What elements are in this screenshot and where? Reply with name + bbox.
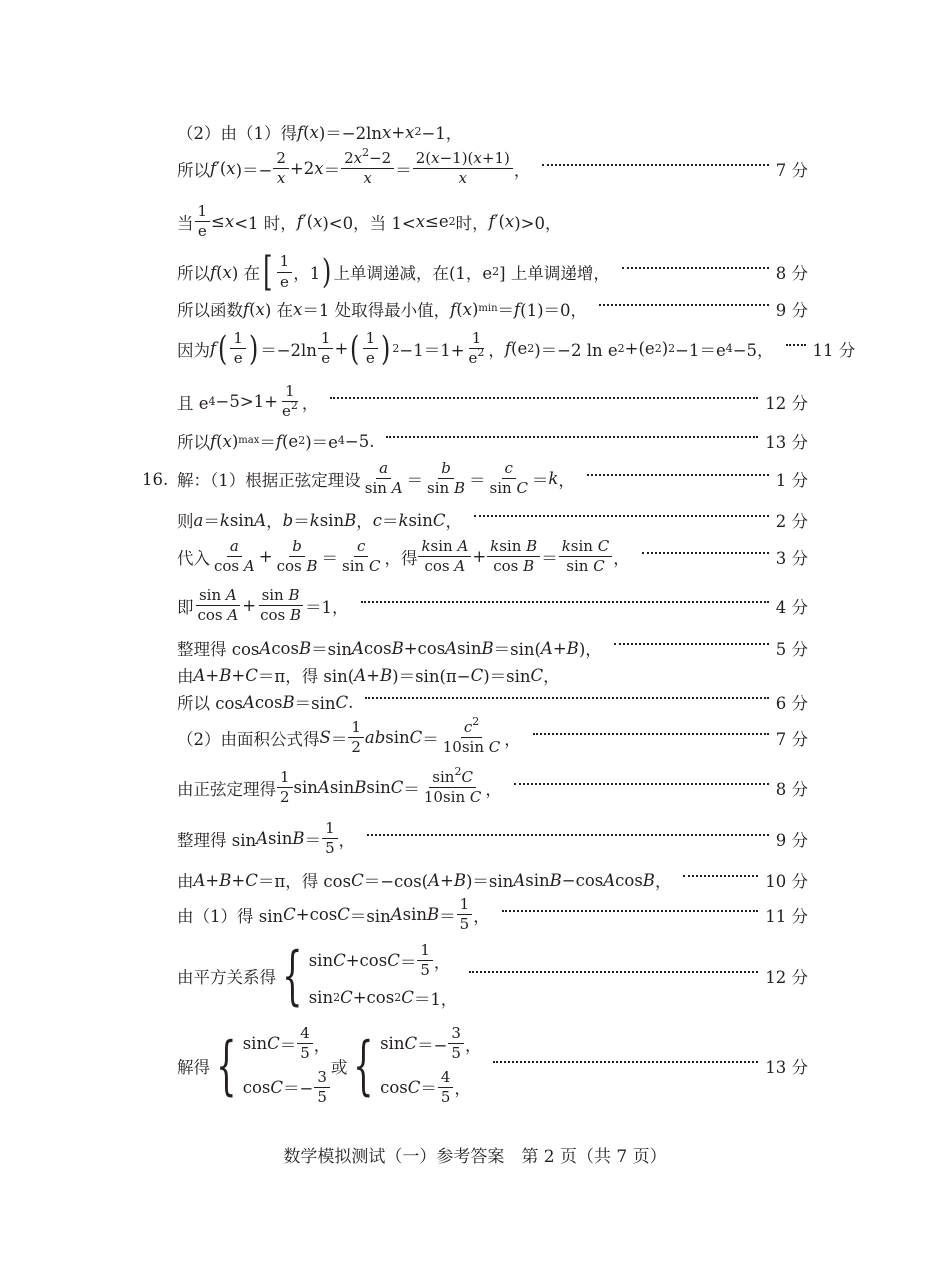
score-label: 4 分 <box>775 597 808 617</box>
line-19 <box>177 868 808 892</box>
score-label: 7 分 <box>775 160 808 180</box>
formula-sides: 则 a ＝ k sin A ， b ＝ k sin B ， c ＝ k sin C ， <box>177 510 462 531</box>
formula-cos-c: 由 A + B + C ＝π，得 cos C ＝−cos( A + B )＝sin A sin B −cos A cos B ， <box>177 870 672 891</box>
formula-fx: （2）由（1）得 f ( x )＝−2ln x + x 2 −1， <box>177 122 463 143</box>
score-label: 12 分 <box>765 967 808 987</box>
score-label: 6 分 <box>775 694 808 713</box>
formula-product: 整理得 sin A sin B ＝ $\frac{1}{5}$ ， <box>177 819 356 858</box>
question-number: 16. <box>142 470 169 489</box>
formula-arrange: 整理得 cos A cos B ＝sin A cos B +cos A sin B ＝sin( A + B )， <box>177 638 602 659</box>
line-9 <box>177 460 808 498</box>
page-footer: 数学模拟测试（一）参考答案 第 2 页（共 7 页） <box>283 1147 667 1167</box>
dot-leader <box>386 436 758 438</box>
dot-leader <box>587 474 769 476</box>
dot-leader <box>599 304 769 306</box>
formula-derivative: 所以 f ′( x )＝− $\frac{2}{x}$ +2 x ＝ $\frac{2x^2-2}{x}$ ＝ $\frac{2(x-1)(x+1)}{x}$ ， <box>177 146 531 188</box>
dot-leader <box>786 344 806 346</box>
formula-compare: 且 e 4 −5>1+ $\frac{1}{e^2}$ ， <box>177 382 319 421</box>
dot-leader <box>683 875 758 877</box>
dot-leader <box>533 733 769 735</box>
formula-sine-rule: 解：（1）根据正弦定理设 $\frac{a}{\text{sin A}}$ ＝ $\frac{b}{\text{sin B}}$ ＝ $\frac{c}{\text{sin C}}$ ＝ k ， <box>177 459 575 498</box>
score-label: 5 分 <box>775 640 808 659</box>
formula-endpoint-values: 因为 f ( $\frac{1}{e}$ ) ＝−2ln $\frac{1}{e}$ + ( $\frac{1}{e}$ ) 2 −1＝1+ $\frac{1}{e^2}$ ， f (e 2 )＝−2 ln e 2 +(e 2 ) 2 −1＝e 4 −5， <box>177 328 774 369</box>
line-13 <box>177 636 808 660</box>
line-11 <box>177 538 808 576</box>
score-label: 11 分 <box>812 340 856 360</box>
dot-leader <box>474 515 769 517</box>
line-16 <box>177 715 808 757</box>
dot-leader <box>502 910 759 912</box>
score-label: 2 分 <box>775 512 808 531</box>
dot-leader <box>330 397 758 399</box>
line-17 <box>177 765 808 807</box>
line-4 <box>177 249 808 295</box>
dot-leader <box>365 697 768 699</box>
dot-leader <box>622 267 769 269</box>
formula-minimum: 所以函数 f ( x ) 在 x ＝1 处取得最小值， f ( x ) min ＝ f (1)＝0， <box>177 299 588 320</box>
line-10 <box>177 508 808 532</box>
line-5 <box>177 297 808 321</box>
score-label: 8 分 <box>775 779 808 799</box>
score-label: 1 分 <box>775 470 808 490</box>
dot-leader <box>514 783 769 785</box>
formula-maximum: 所以 f ( x ) max ＝ f (e 2 )＝e 4 −5. <box>177 431 375 452</box>
line-14 <box>177 663 808 687</box>
score-label: 7 分 <box>775 729 808 749</box>
formula-intervals: 所以 f ( x ) 在 [ $\frac{1}{e}$ ，1 ) 上单调递减，在(1，e 2 ] 上单调递增， <box>177 249 610 295</box>
line-22 <box>177 1025 808 1106</box>
line-7 <box>177 383 808 421</box>
score-label: 9 分 <box>775 830 808 850</box>
score-label: 13 分 <box>765 433 808 452</box>
formula-conclusion-1: 所以 cos A cos B ＝sin C . <box>177 692 354 713</box>
line-3 <box>177 203 808 241</box>
score-label: 8 分 <box>775 264 808 283</box>
dot-leader <box>469 971 758 973</box>
dot-leader <box>614 643 769 645</box>
dot-leader <box>361 601 769 603</box>
score-label: 11 分 <box>765 906 808 926</box>
score-label: 9 分 <box>775 301 808 320</box>
formula-angle-sum: 由 A + B + C ＝π，得 sin( A + B )＝sin(π− C )＝sin C ， <box>177 665 560 686</box>
line-12 <box>177 587 808 625</box>
dot-leader <box>367 834 769 836</box>
line-21 <box>177 938 808 1013</box>
line-8 <box>177 429 808 453</box>
line-6 <box>177 328 856 369</box>
dot-leader <box>493 1061 758 1063</box>
line-18 <box>177 820 808 858</box>
line-2 <box>177 146 808 188</box>
formula-sine-area: 由正弦定理得 $\frac{1}{2}$ sin A sin B sin C ＝ $\frac{\sin^2C}{\text{10sin C}}$ ， <box>177 765 502 807</box>
dot-leader <box>642 552 769 554</box>
score-label: 10 分 <box>765 872 808 891</box>
score-label: 13 分 <box>765 1057 808 1077</box>
score-label: 3 分 <box>775 548 808 568</box>
formula-monotonic-sign: 当 $\frac{1}{e}$ ≤ x <1 时， f ′( x )<0，当 1< x ≤e 2 时， f ′( x )>0， <box>177 202 562 241</box>
line-20 <box>177 896 808 934</box>
line-1 <box>177 120 808 144</box>
formula-solutions: 解得 { sin C ＝ $\frac{4}{5}$ ， cos C ＝− $\frac{3}{5}$ 或 { sin C ＝− $\frac{3}{5}$ ， cos C ＝ $\frac{4}{5}$ ， <box>177 1024 482 1106</box>
dot-leader <box>542 164 768 166</box>
score-label: 12 分 <box>765 393 808 413</box>
formula-simplified: 即 $\frac{\text{sin A}}{\text{cos A}}$ + $\frac{\text{sin B}}{\text{cos B}}$ ＝1， <box>177 586 349 625</box>
line-15 <box>177 690 808 714</box>
formula-area: （2）由面积公式得 S ＝ $\frac{1}{2}$ ab sin C ＝ $\frac{c^2}{\text{10sin C}}$ ， <box>177 715 521 757</box>
formula-substitute: 代入 $\frac{a}{\text{cos A}}$ + $\frac{b}{\text{cos B}}$ ＝ $\frac{c}{\text{sin C}}$ ，得 $\frac{\text{ksin A}}{\text{cos A}}$ + $\frac{\text{ksin B}}{\text{cos B}}$ ＝ $\frac{\text{ksin C}}{\text{sin C}}$ ， <box>177 537 630 576</box>
formula-sum: 由（1）得 sin C +cos C ＝sin A sin B ＝ $\frac{1}{5}$ ， <box>177 895 490 934</box>
formula-system-1: 由平方关系得 { sin C +cos C ＝ $\frac{1}{5}$ ， sin 2 C +cos 2 C ＝1， <box>177 938 458 1013</box>
